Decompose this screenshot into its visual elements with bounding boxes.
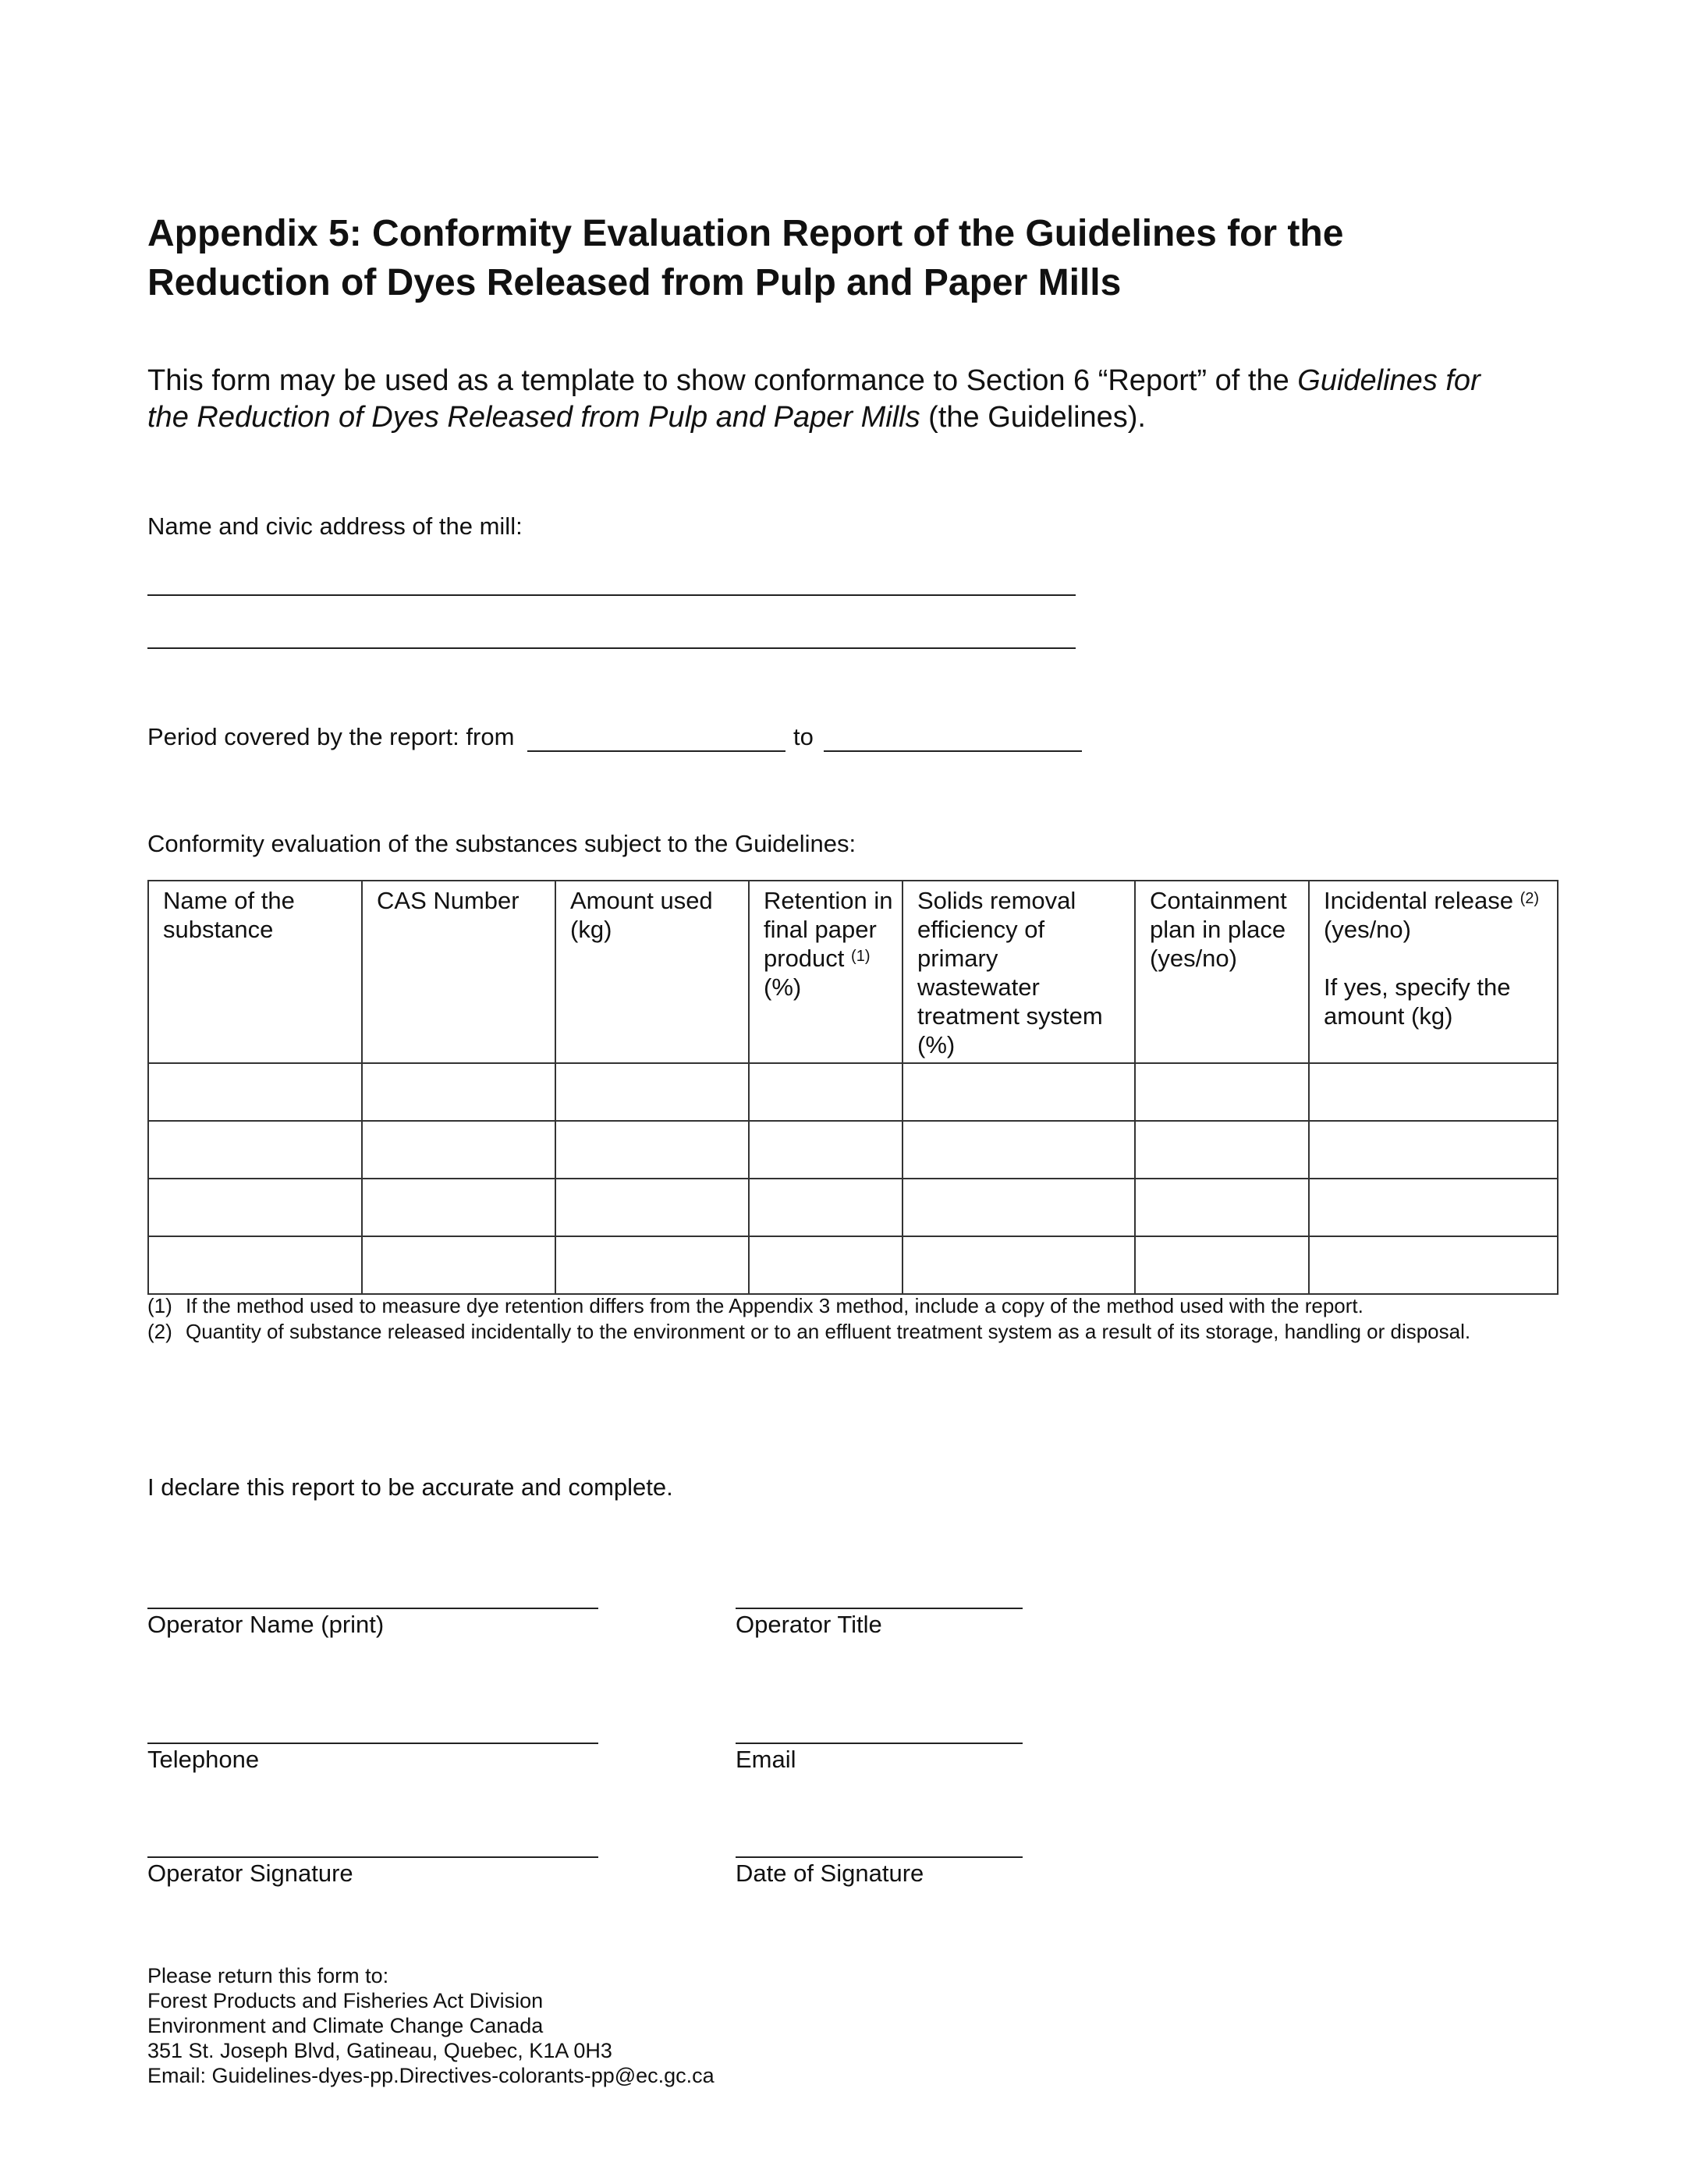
period-from-label: Period covered by the report: from — [147, 723, 515, 750]
return-email: Email: Guidelines-dyes-pp.Directives-colorants-pp@ec.gc.ca — [147, 2064, 715, 2087]
cell-amount-used[interactable] — [555, 1063, 749, 1121]
cell-substance-name[interactable] — [148, 1179, 362, 1236]
cell-cas-number[interactable] — [362, 1063, 555, 1121]
cell-incidental-release[interactable] — [1309, 1121, 1558, 1179]
cell-incidental-release[interactable] — [1309, 1063, 1558, 1121]
header-retention-text: Retention in final paper product — [764, 887, 893, 972]
table-row — [148, 1121, 1558, 1179]
operator-title-field[interactable] — [736, 1608, 1023, 1609]
period-from-field[interactable] — [527, 750, 785, 752]
mill-address-line-1[interactable] — [147, 594, 1076, 596]
cell-containment-plan[interactable] — [1135, 1179, 1309, 1236]
page-title-line-1: Appendix 5: Conformity Evaluation Report of the Guidelines for the — [147, 213, 1344, 254]
cell-solids-removal[interactable] — [903, 1121, 1135, 1179]
cell-incidental-release[interactable] — [1309, 1236, 1558, 1294]
operator-signature-field[interactable] — [147, 1856, 598, 1858]
cell-substance-name[interactable] — [148, 1121, 362, 1179]
footnote-2-text: Quantity of substance released incidentally to the environment or to an effluent treatment system as a result of its storage, handling or disposal. — [186, 1320, 1471, 1343]
table-header-row — [148, 881, 1558, 1063]
footnote-2-number: (2) — [147, 1320, 172, 1343]
header-substance-name: Name of the substance — [148, 881, 362, 1063]
footnote-ref-1: (1) — [851, 948, 871, 965]
period-to-field[interactable] — [824, 750, 1082, 752]
cell-containment-plan[interactable] — [1135, 1236, 1309, 1294]
cell-substance-name[interactable] — [148, 1063, 362, 1121]
cell-amount-used[interactable] — [555, 1121, 749, 1179]
email-field[interactable] — [736, 1743, 1023, 1744]
header-cas-number: CAS Number — [362, 881, 555, 1063]
footnote-1-text: If the method used to measure dye retention differs from the Appendix 3 method, include a copy of the method used with the report. — [186, 1294, 1364, 1317]
header-retention-unit: (%) — [764, 973, 802, 1001]
conformity-table — [147, 880, 1559, 1295]
cell-retention[interactable] — [749, 1179, 903, 1236]
date-of-signature-field[interactable] — [736, 1856, 1023, 1858]
header-incidental-yesno: (yes/no) — [1324, 916, 1411, 943]
cell-cas-number[interactable] — [362, 1236, 555, 1294]
return-street-address: 351 St. Joseph Blvd, Gatineau, Quebec, K1A 0H3 — [147, 2039, 612, 2062]
cell-solids-removal[interactable] — [903, 1063, 1135, 1121]
cell-amount-used[interactable] — [555, 1236, 749, 1294]
footnote-ref-2: (2) — [1520, 890, 1540, 907]
operator-title-label: Operator Title — [736, 1611, 882, 1638]
page-title-line-2: Reduction of Dyes Released from Pulp and Paper Mills — [147, 262, 1122, 303]
return-instruction: Please return this form to: — [147, 1964, 389, 1987]
date-of-signature-label: Date of Signature — [736, 1860, 924, 1887]
table-row — [148, 1063, 1558, 1121]
operator-name-field[interactable] — [147, 1608, 598, 1609]
intro-guidelines-title-2: the Reduction of Dyes Released from Pulp and Paper Mills — [147, 401, 920, 434]
cell-containment-plan[interactable] — [1135, 1121, 1309, 1179]
footnote-1 — [147, 1293, 1536, 1319]
return-division: Forest Products and Fisheries Act Division — [147, 1989, 544, 2012]
operator-signature-label: Operator Signature — [147, 1860, 353, 1887]
mill-address-line-2[interactable] — [147, 647, 1076, 649]
cell-containment-plan[interactable] — [1135, 1063, 1309, 1121]
cell-incidental-release[interactable] — [1309, 1179, 1558, 1236]
footnote-1-number: (1) — [147, 1294, 172, 1317]
cell-solids-removal[interactable] — [903, 1179, 1135, 1236]
cell-retention[interactable] — [749, 1236, 903, 1294]
operator-name-label: Operator Name (print) — [147, 1611, 385, 1638]
intro-text: This form may be used as a template to show conformance to Section 6 “Report” of the — [147, 364, 1298, 397]
header-incidental-release — [1309, 881, 1558, 1063]
cell-substance-name[interactable] — [148, 1236, 362, 1294]
header-retention — [749, 881, 903, 1063]
page-title — [147, 209, 1551, 307]
declaration-statement: I declare this report to be accurate and complete. — [147, 1473, 673, 1501]
cell-cas-number[interactable] — [362, 1121, 555, 1179]
cell-retention[interactable] — [749, 1121, 903, 1179]
cell-amount-used[interactable] — [555, 1179, 749, 1236]
table-footnotes — [147, 1293, 1536, 1345]
period-to-label: to — [793, 723, 814, 750]
footnote-2 — [147, 1319, 1536, 1345]
table-row — [148, 1179, 1558, 1236]
intro-paragraph — [147, 363, 1551, 436]
header-solids-removal: Solids removal efficiency of primary wastewater treatment system (%) — [903, 881, 1135, 1063]
intro-guidelines-title-1: Guidelines for — [1297, 364, 1481, 397]
cell-solids-removal[interactable] — [903, 1236, 1135, 1294]
header-containment-plan: Containment plan in place (yes/no) — [1135, 881, 1309, 1063]
return-department: Environment and Climate Change Canada — [147, 2014, 544, 2037]
telephone-field[interactable] — [147, 1743, 598, 1744]
email-label: Email — [736, 1746, 796, 1773]
header-incidental-amount: If yes, specify the amount (kg) — [1324, 973, 1511, 1030]
telephone-label: Telephone — [147, 1746, 260, 1773]
header-incidental-text: Incidental release — [1324, 887, 1513, 914]
return-address-block — [147, 1963, 715, 2088]
intro-text-end: (the Guidelines). — [920, 401, 1146, 434]
mill-address-label: Name and civic address of the mill: — [147, 512, 523, 540]
table-row — [148, 1236, 1558, 1294]
cell-retention[interactable] — [749, 1063, 903, 1121]
cell-cas-number[interactable] — [362, 1179, 555, 1236]
header-amount-used: Amount used (kg) — [555, 881, 749, 1063]
conformity-table-label: Conformity evaluation of the substances subject to the Guidelines: — [147, 830, 856, 857]
